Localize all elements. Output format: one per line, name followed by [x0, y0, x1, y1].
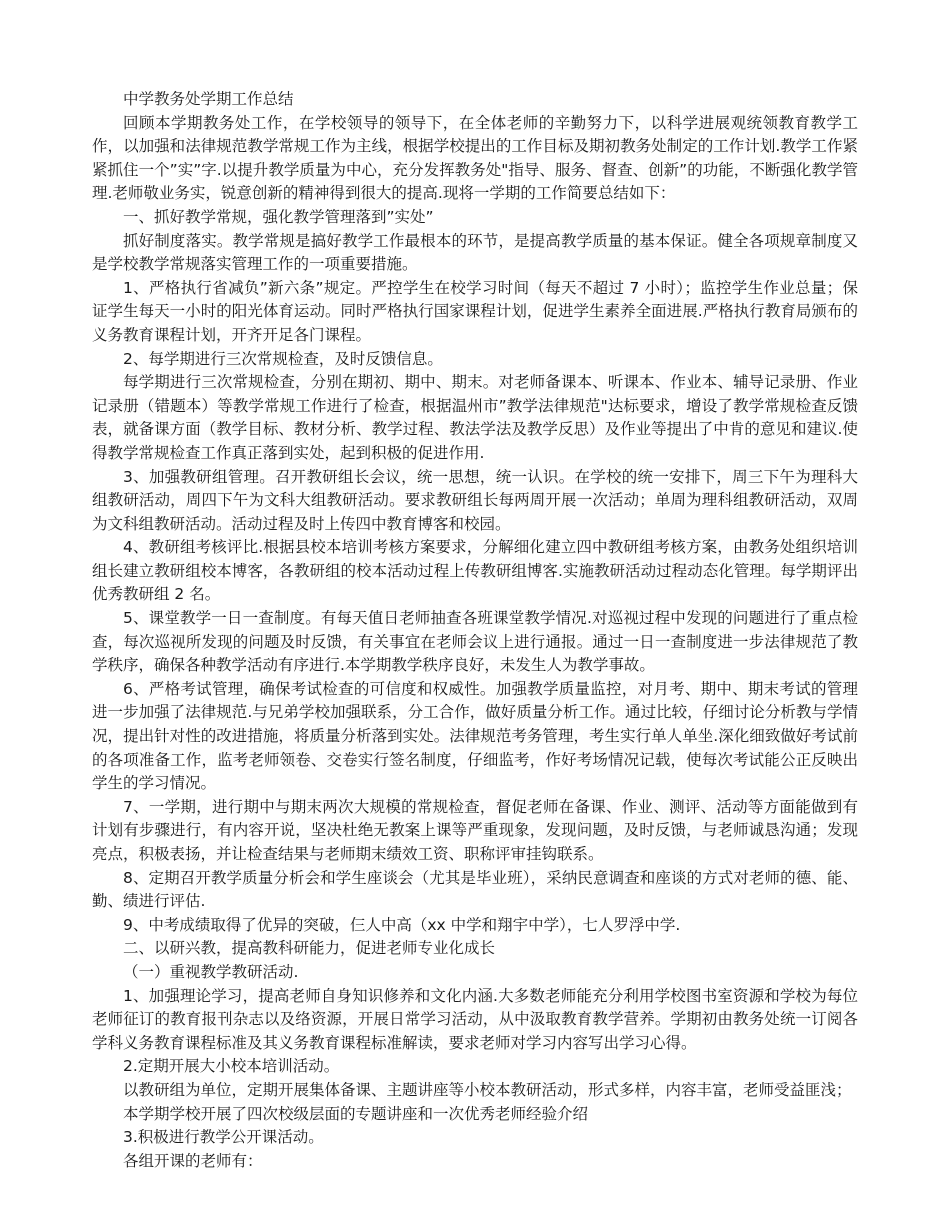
document-body — [92, 112, 858, 1174]
paragraph: 二、以研兴教，提高教科研能力，促进老师专业化成长 — [123, 939, 496, 958]
paragraph: 9、中考成绩取得了优异的突破，仨人中高（xx 中学和翔宇中学），七人罗浮中学. — [123, 915, 681, 934]
paragraph: 6、严格考试管理，确保考试检查的可信度和权威性。加强教学质量监控，对月考、期中、期末考试的管理进一步加强了法律规范.与兄弟学校加强联系，分工合作，做好质量分析工作。通过比较，仔细讨论分析教与学情况，提出针对性的改进措施，将质量分析落到实处。法律规范考务管理，考生实行单人单坐.深化细致做好考试前的各项准备工作，监考老师领卷、交卷实行签名制度，仔细监考，作好考场情况记载，使每次考试能公正反映出学生的学习情况。 — [92, 679, 858, 793]
paragraph: 以教研组为单位，定期开展集体备课、主题讲座等小校本教研活动，形式多样，内容丰富，老师受益匪浅； — [123, 1080, 852, 1099]
document-title: 中学教务处学期工作总结 — [123, 90, 294, 108]
paragraph: 3、加强教研组管理。召开教研组长会议，统一思想，统一认识。在学校的统一安排下，周三下午为理科大组教研活动，周四下午为文科大组教研活动。要求教研组长每两周开展一次活动；单周为理科组教研活动，双周为文科组教研活动。活动过程及时上传四中教育博客和校园。 — [92, 467, 858, 533]
paragraph: 8、定期召开教学质量分析会和学生座谈会（尤其是毕业班），采纳民意调查和座谈的方式对老师的德、能、勤、绩进行评估. — [92, 868, 858, 911]
paragraph: 回顾本学期教务处工作，在学校领导的领导下，在全体老师的辛勤努力下，以科学进展观统领教育教学工作，以加强和法律规范教学常规工作为主线，根据学校提出的工作目标及期初教务处制定的工作计划.教学工作紧紧抓住一个”实”字.以提升教学质量为中心，充分发挥教务处"指导、服务、督查、创新”的功能，不断强化教学管理.老师敬业务实，锐意创新的精神得到很大的提高.现将一学期的工作简要总结如下： — [92, 113, 858, 203]
paragraph: 2、每学期进行三次常规检查，及时反馈信息。 — [123, 349, 443, 368]
paragraph: 4、教研组考核评比.根据县校本培训考核方案要求，分解细化建立四中教研组考核方案，由教务处组织培训组长建立教研组校本博客，各教研组的校本活动过程上传教研组博客.实施教研活动过程动态化管理。每学期评出优秀教研组 2 名。 — [92, 538, 858, 604]
paragraph: 3.积极进行教学公开课活动。 — [123, 1128, 324, 1147]
paragraph: 抓好制度落实。教学常规是搞好教学工作最根本的环节，是提高教学质量的基本保证。健全各项规章制度又是学校教学常规落实管理工作的一项重要措施。 — [92, 231, 858, 274]
paragraph: 一、抓好教学常规，强化教学管理落到”实处” — [123, 207, 434, 226]
paragraph: 7、一学期，进行期中与期末两次大规模的常规检查，督促老师在备课、作业、测评、活动等方面能做到有计划有步骤进行，有内容开说，坚决杜绝无教案上课等严重现象，发现问题，及时反馈，与老师诚恳沟通；发现亮点，积极表扬，并让检查结果与老师期末绩效工资、职称评审挂钩联系。 — [92, 797, 858, 863]
paragraph: 1、严格执行省减负”新六条”规定。严控学生在校学习时间（每天不超过 7 小时）；监控学生作业总量；保证学生每天一小时的阳光体育运动。同时严格执行国家课程计划，促进学生素养全面进展.严格执行教育局颁布的义务教育课程计划，开齐开足各门课程。 — [92, 278, 858, 344]
paragraph: （一）重视教学教研活动. — [123, 962, 299, 981]
paragraph: 各组开课的老师有： — [123, 1151, 263, 1170]
paragraph: 每学期进行三次常规检查，分别在期初、期中、期末。对老师备课本、听课本、作业本、辅导记录册、作业记录册（错题本）等教学常规工作进行了检查，根据温州市”教学法律规范"达标要求，增设了教学常规检查反馈表，就备课方面（教学目标、教材分析、教学过程、教法学法及教学反思）及作业等提出了中肯的意见和建议.使得教学常规检查工作真正落到实处，起到积极的促进作用. — [92, 373, 858, 462]
paragraph: 2.定期开展大小校本培训活动。 — [123, 1057, 340, 1076]
paragraph: 本学期学校开展了四次校级层面的专题讲座和一次优秀老师经验介绍 — [123, 1104, 589, 1123]
paragraph: 1、加强理论学习，提高老师自身知识修养和文化内涵.大多数老师能充分利用学校图书室资源和学校为每位老师征订的教育报刊杂志以及络资源，开展日常学习活动，从中汲取教育教学营养。学期初由教务处统一订阅各学科义务教育课程标准及其义务教育课程标准解读，要求老师对学习内容写出学习心得。 — [92, 986, 858, 1052]
paragraph: 5、课堂教学一日一查制度。有每天值日老师抽查各班课堂教学情况.对巡视过程中发现的问题进行了重点检查，每次巡视所发现的问题及时反馈，有关事宜在老师会议上进行通报。通过一日一查制度进一步法律规范了教学秩序，确保各种教学活动有序进行.本学期教学秩序良好，未发生人为教学事故。 — [92, 609, 858, 675]
